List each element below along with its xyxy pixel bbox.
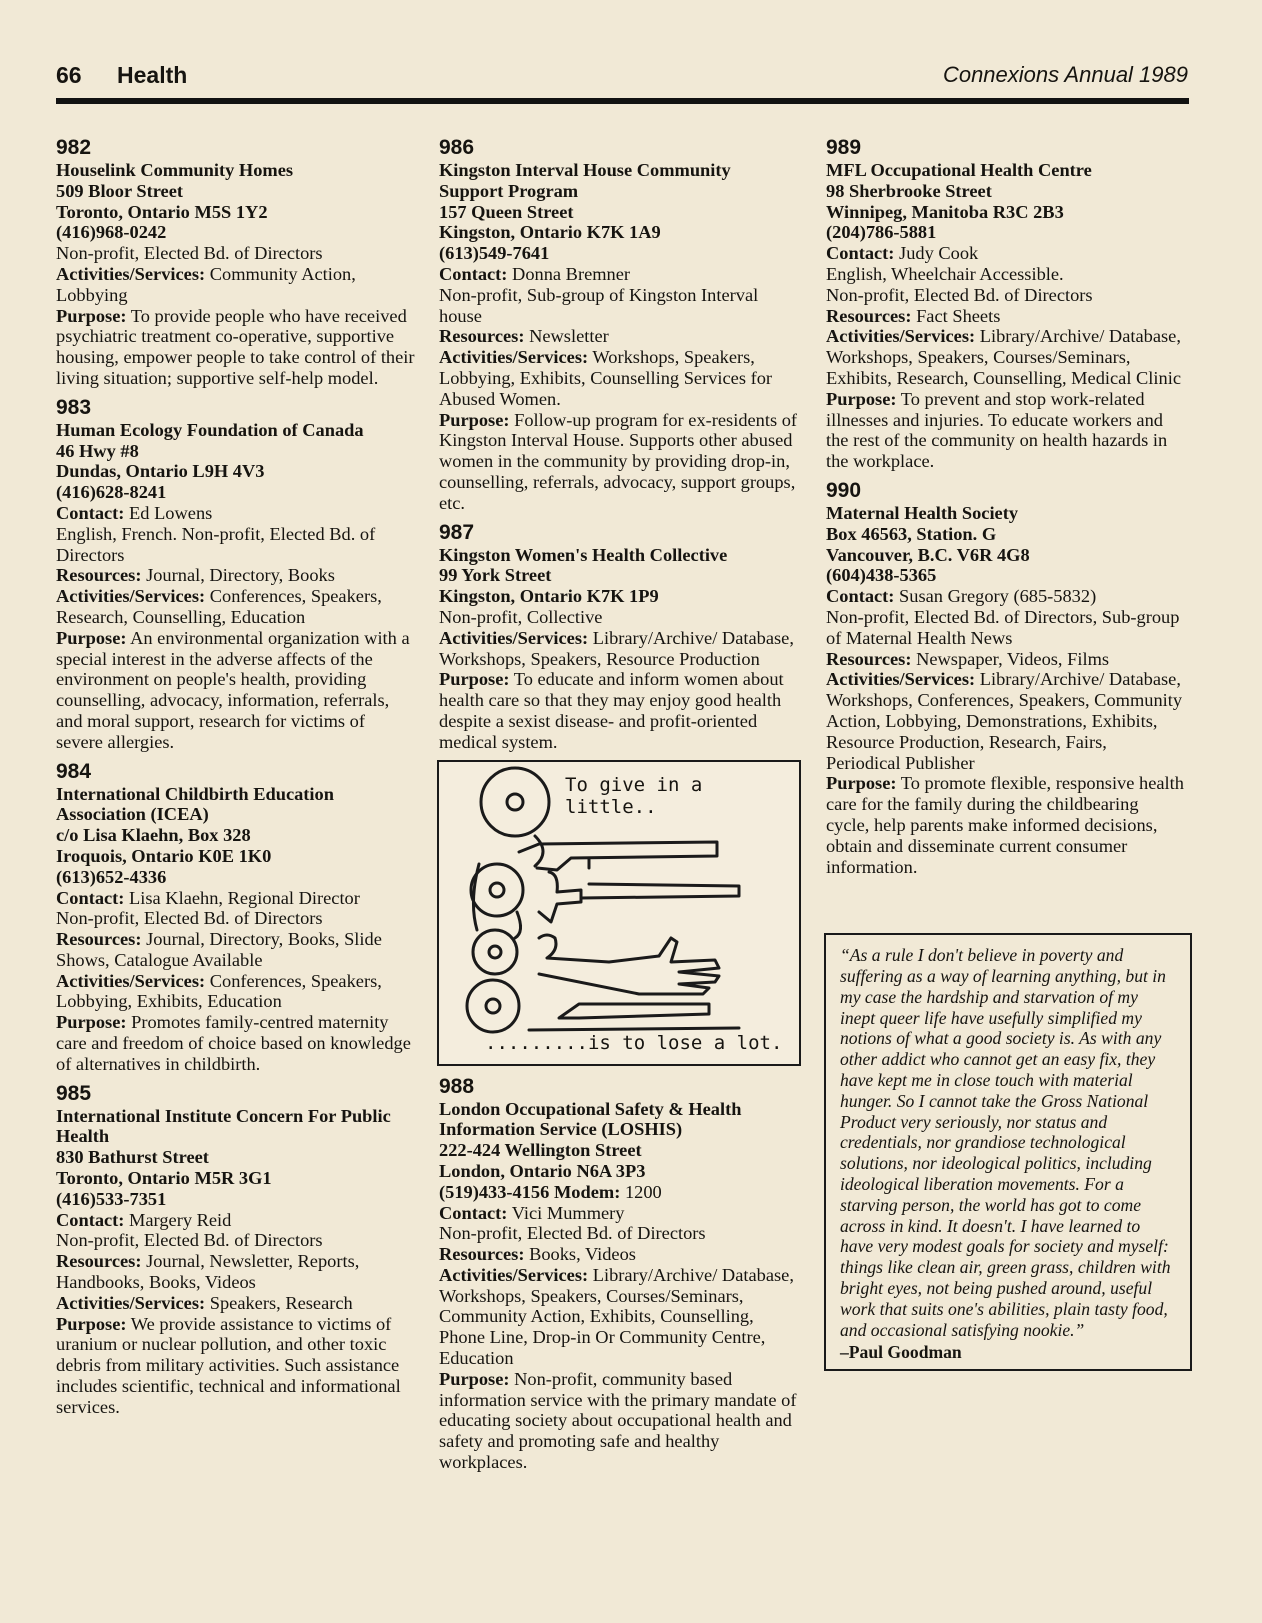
phone: (416)628-8241 bbox=[56, 482, 167, 503]
quote-box bbox=[824, 933, 1192, 1371]
address: 509 Bloor Street bbox=[56, 180, 184, 201]
contact-label: Contact: bbox=[826, 586, 895, 607]
contact bbox=[826, 586, 1186, 607]
purpose bbox=[826, 389, 1186, 472]
purpose-value: An environmental organization with a special interest in the adverse affects of the environment on people's health, providing counselling, advocacy, information, referrals, and moral support, research for victims of severe allergies. bbox=[56, 627, 410, 752]
cartoon-caption-top: To give in a little.. bbox=[565, 773, 703, 818]
activities-value: Library/Archive/ Database, Workshops, Speakers, Courses/Seminars, Community Action, Exhibits, Counselling, Phone Line, Drop-in Or Community Centre, Education bbox=[439, 1264, 794, 1369]
resources bbox=[56, 565, 416, 586]
activities bbox=[439, 1265, 799, 1369]
purpose-value: Follow-up program for ex-residents of Kingston Interval House. Supports other abused women in the community by providing drop-in, counselling, referrals, advocacy, support groups, etc. bbox=[439, 409, 798, 513]
org-name: International Childbirth Education Association (ICEA) bbox=[56, 783, 334, 825]
address: c/o Lisa Klaehn, Box 328 bbox=[56, 825, 251, 846]
purpose-value: To promote flexible, responsive health care for the family during the childbearing cycle, help parents make informed decisions, obtain and disseminate current consumer information. bbox=[826, 773, 1184, 877]
contact-value: Margery Reid bbox=[129, 1209, 232, 1230]
purpose bbox=[56, 1314, 416, 1418]
phone: (604)438-5365 bbox=[826, 565, 937, 586]
city: London, Ontario N6A 3P3 bbox=[439, 1160, 646, 1181]
column-1 bbox=[56, 135, 416, 1424]
contact-value: Lisa Klaehn, Regional Director bbox=[129, 887, 360, 908]
org-name: Kingston Women's Health Collective bbox=[439, 544, 728, 565]
resources-label: Resources: bbox=[826, 305, 912, 326]
contact bbox=[826, 243, 1186, 264]
activities bbox=[826, 326, 1186, 388]
activities-value: Library/Archive/ Database, Workshops, Speakers, Courses/Seminars, Exhibits, Research, Counselling, Medical Clinic bbox=[826, 326, 1181, 388]
org-type: Non-profit, Elected Bd. of Directors bbox=[439, 1223, 706, 1244]
entry-989 bbox=[826, 135, 1186, 472]
purpose-label: Purpose: bbox=[56, 305, 127, 326]
column-3 bbox=[826, 135, 1186, 1371]
entry-number: 988 bbox=[439, 1074, 475, 1098]
purpose bbox=[439, 410, 799, 514]
entry-number: 990 bbox=[826, 478, 862, 502]
purpose-label: Purpose: bbox=[826, 388, 897, 409]
address: 222-424 Wellington Street bbox=[439, 1140, 642, 1161]
resources-value: Fact Sheets bbox=[916, 305, 1001, 326]
contact bbox=[439, 264, 799, 285]
activities bbox=[56, 264, 416, 306]
entry-number: 989 bbox=[826, 136, 862, 159]
purpose bbox=[56, 628, 416, 753]
address: Box 46563, Station. G bbox=[826, 523, 997, 544]
activities-value: Conferences, Speakers, Lobbying, Exhibits, Education bbox=[56, 970, 382, 1012]
activities-value: Community Action, Lobbying bbox=[56, 263, 356, 305]
activities-label: Activities/Services: bbox=[439, 1264, 589, 1285]
purpose-label: Purpose: bbox=[439, 409, 510, 430]
city: Kingston, Ontario K7K 1P9 bbox=[439, 586, 659, 607]
activities bbox=[56, 971, 416, 1013]
org-type: Non-profit, Elected Bd. of Directors bbox=[56, 243, 323, 264]
contact bbox=[56, 888, 416, 909]
modem-label: Modem: bbox=[553, 1181, 621, 1202]
activities bbox=[439, 347, 799, 409]
address: 46 Hwy #8 bbox=[56, 440, 139, 461]
city: Toronto, Ontario M5S 1Y2 bbox=[56, 201, 268, 222]
contact-label: Contact: bbox=[56, 887, 125, 908]
contact bbox=[439, 1203, 799, 1224]
activities-label: Activities/Services: bbox=[826, 669, 976, 690]
address: 830 Bathurst Street bbox=[56, 1147, 209, 1168]
resources bbox=[826, 649, 1186, 670]
section-title: Health bbox=[117, 62, 188, 88]
resources-label: Resources: bbox=[56, 565, 142, 586]
resources-value: Journal, Directory, Books, Slide Shows, Catalogue Available bbox=[56, 929, 382, 970]
org-type: Non-profit, Elected Bd. of Directors, Sub-group of Maternal Health News bbox=[826, 606, 1180, 648]
address: 98 Sherbrooke Street bbox=[826, 180, 992, 201]
column-2 bbox=[439, 135, 799, 1479]
purpose-value: Non-profit, community based information service with the primary mandate of educating society about occupational health and safety and promoting safe and healthy workplaces. bbox=[439, 1368, 797, 1473]
purpose-label: Purpose: bbox=[56, 1313, 127, 1334]
phone: (204)786-5881 bbox=[826, 222, 937, 243]
phone: (416)533-7351 bbox=[56, 1188, 167, 1209]
modem-value: 1200 bbox=[624, 1181, 662, 1202]
purpose bbox=[439, 1369, 799, 1473]
resources-label: Resources: bbox=[56, 929, 142, 950]
publication-title: Connexions Annual 1989 bbox=[942, 62, 1188, 87]
contact bbox=[56, 1210, 416, 1231]
purpose-value: To educate and inform women about health care so that they may enjoy good health despite a sexist disease- and profit-oriented medical system. bbox=[439, 669, 784, 752]
city: Toronto, Ontario M5R 3G1 bbox=[56, 1168, 272, 1189]
header-rule bbox=[56, 98, 1189, 104]
activities-value: Conferences, Speakers, Research, Counselling, Education bbox=[56, 586, 382, 627]
purpose-label: Purpose: bbox=[439, 1368, 510, 1389]
activities-label: Activities/Services: bbox=[56, 263, 206, 284]
contact-value: Donna Bremner bbox=[512, 263, 631, 284]
contact bbox=[56, 503, 416, 524]
purpose-value: We provide assistance to victims of uranium or nuclear pollution, and other toxic debris from military activities. Such assistance includes scientific, technical and informational services. bbox=[56, 1313, 401, 1417]
purpose-value: To prevent and stop work-related illnesses and injuries. To educate workers and the rest of the community on health hazards in the workplace. bbox=[826, 388, 1168, 472]
phone-line bbox=[439, 1182, 799, 1203]
entry-986 bbox=[439, 135, 799, 514]
purpose bbox=[826, 773, 1186, 877]
entry-number: 982 bbox=[56, 136, 92, 159]
city: Vancouver, B.C. V6R 4G8 bbox=[826, 544, 1030, 565]
city: Winnipeg, Manitoba R3C 2B3 bbox=[826, 201, 1064, 222]
org-name: International Institute Concern For Public Health bbox=[56, 1105, 391, 1147]
activities-value: Library/Archive/ Database, Workshops, Conferences, Speakers, Community Action, Lobbying, Demonstrations, Exhibits, Resource Production, Research, Fairs, Periodical Publisher bbox=[826, 669, 1183, 773]
city: Kingston, Ontario K7K 1A9 bbox=[439, 222, 661, 243]
entry-number: 983 bbox=[56, 395, 92, 419]
purpose bbox=[56, 306, 416, 389]
phone: (613)549-7641 bbox=[439, 243, 550, 264]
city: Iroquois, Ontario K0E 1K0 bbox=[56, 845, 272, 866]
phone: (519)433-4156 bbox=[439, 1181, 550, 1202]
activities-label: Activities/Services: bbox=[56, 586, 206, 607]
entry-990 bbox=[826, 478, 1186, 877]
resources-value: Journal, Directory, Books bbox=[146, 565, 335, 586]
phone: (613)652-4336 bbox=[56, 866, 167, 887]
org-type: English, French. Non-profit, Elected Bd. of Directors bbox=[56, 523, 376, 565]
purpose-label: Purpose: bbox=[439, 669, 510, 690]
resources-label: Resources: bbox=[56, 1251, 142, 1272]
language: English, Wheelchair Accessible. bbox=[826, 263, 1064, 284]
cartoon-caption-bottom: .........is to lose a lot. bbox=[485, 1031, 783, 1054]
resources-value: Newsletter bbox=[529, 326, 609, 347]
org-type: Non-profit, Collective bbox=[439, 606, 603, 627]
activities-value: Workshops, Speakers, Lobbying, Exhibits, Counselling Services for Abused Women. bbox=[439, 347, 773, 409]
resources bbox=[826, 306, 1186, 327]
org-name: Maternal Health Society bbox=[826, 502, 1019, 523]
entry-number: 986 bbox=[439, 136, 475, 159]
activities bbox=[56, 586, 416, 628]
contact-value: Ed Lowens bbox=[129, 502, 213, 523]
org-name: MFL Occupational Health Centre bbox=[826, 160, 1092, 180]
resources bbox=[56, 929, 416, 971]
org-type: Non-profit, Sub-group of Kingston Interval house bbox=[439, 284, 759, 326]
address: 99 York Street bbox=[439, 565, 552, 586]
entry-987 bbox=[439, 520, 799, 753]
activities bbox=[439, 628, 799, 670]
contact-label: Contact: bbox=[56, 1209, 125, 1230]
quote-text: “As a rule I don't believe in poverty and suffering as a way of learning anything, but in my case the hardship and starvation of my inept queer life have usefully simplified my notions of what a good society is. As with any other addict who cannot get an easy fix, they have kept me in close touch with material hunger. So I cannot take the Gross National Product very seriously, nor status and credentials, nor grandiose technological solutions, nor ideological politics, including ideological liberation movements. For a starving person, the world has got to come across in kind. It doesn't. I have learned to have very modest goals for society and myself: things like clean air, green grass, children with bright eyes, not being pushed around, useful work that suits one's abilities, plain tasty food, and occasional satisfying nookie.” bbox=[840, 945, 1171, 1340]
entry-number: 984 bbox=[56, 759, 92, 783]
purpose-label: Purpose: bbox=[826, 773, 897, 794]
org-type: Non-profit, Elected Bd. of Directors bbox=[56, 1230, 323, 1251]
purpose-value: Promotes family-centred maternity care and freedom of choice based on knowledge of alternatives in childbirth. bbox=[56, 1012, 411, 1074]
entry-number: 985 bbox=[56, 1081, 92, 1105]
activities-label: Activities/Services: bbox=[56, 1292, 206, 1313]
purpose bbox=[56, 1012, 416, 1074]
entry-988 bbox=[439, 1074, 799, 1473]
resources-label: Resources: bbox=[439, 326, 525, 347]
resources-value: Newspaper, Videos, Films bbox=[916, 648, 1110, 669]
entry-985 bbox=[56, 1081, 416, 1418]
address: 157 Queen Street bbox=[439, 201, 574, 222]
purpose-value: To provide people who have received psychiatric treatment co-operative, supportive housing, empower people to take control of their living situation; supportive self-help model. bbox=[56, 305, 415, 388]
entry-982 bbox=[56, 135, 416, 389]
contact-value: Judy Cook bbox=[899, 243, 979, 264]
activities bbox=[56, 1293, 416, 1314]
activities-label: Activities/Services: bbox=[56, 970, 206, 991]
entry-number: 987 bbox=[439, 520, 475, 544]
contact-value: Susan Gregory (685-5832) bbox=[899, 586, 1097, 607]
phone: (416)968-0242 bbox=[56, 222, 167, 243]
contact-label: Contact: bbox=[56, 502, 125, 523]
contact-label: Contact: bbox=[439, 263, 508, 284]
org-name: London Occupational Safety & Health Information Service (LOSHIS) bbox=[439, 1098, 742, 1140]
resources-label: Resources: bbox=[826, 648, 912, 669]
contact-value: Vici Mummery bbox=[511, 1202, 625, 1223]
city: Dundas, Ontario L9H 4V3 bbox=[56, 461, 265, 482]
activities-value: Speakers, Research bbox=[209, 1292, 353, 1313]
activities-label: Activities/Services: bbox=[439, 347, 589, 368]
activities bbox=[826, 669, 1186, 773]
quote-author: –Paul Goodman bbox=[840, 1342, 962, 1363]
page-number: 66 bbox=[56, 62, 82, 88]
page-header bbox=[56, 62, 1188, 96]
purpose-label: Purpose: bbox=[56, 627, 127, 648]
purpose bbox=[439, 669, 799, 752]
org-name: Kingston Interval House Community Support Program bbox=[439, 160, 731, 201]
resources bbox=[439, 326, 799, 347]
activities-value: Library/Archive/ Database, Workshops, Speakers, Resource Production bbox=[439, 627, 794, 669]
activities-label: Activities/Services: bbox=[439, 627, 589, 648]
cartoon-illustration bbox=[437, 760, 801, 1066]
resources-value: Books, Videos bbox=[529, 1244, 636, 1265]
resources-value: Journal, Newsletter, Reports, Handbooks, Books, Videos bbox=[56, 1251, 360, 1293]
org-type: Non-profit, Elected Bd. of Directors bbox=[826, 284, 1093, 305]
entry-984 bbox=[56, 759, 416, 1075]
org-name: Houselink Community Homes bbox=[56, 160, 294, 180]
purpose-label: Purpose: bbox=[56, 1012, 127, 1033]
resources-label: Resources: bbox=[439, 1244, 525, 1265]
org-type: Non-profit, Elected Bd. of Directors bbox=[56, 908, 323, 929]
contact-label: Contact: bbox=[439, 1202, 508, 1223]
org-name: Human Ecology Foundation of Canada bbox=[56, 419, 364, 440]
resources bbox=[439, 1244, 799, 1265]
resources bbox=[56, 1251, 416, 1293]
activities-label: Activities/Services: bbox=[826, 326, 976, 347]
contact-label: Contact: bbox=[826, 243, 895, 264]
entry-983 bbox=[56, 395, 416, 753]
